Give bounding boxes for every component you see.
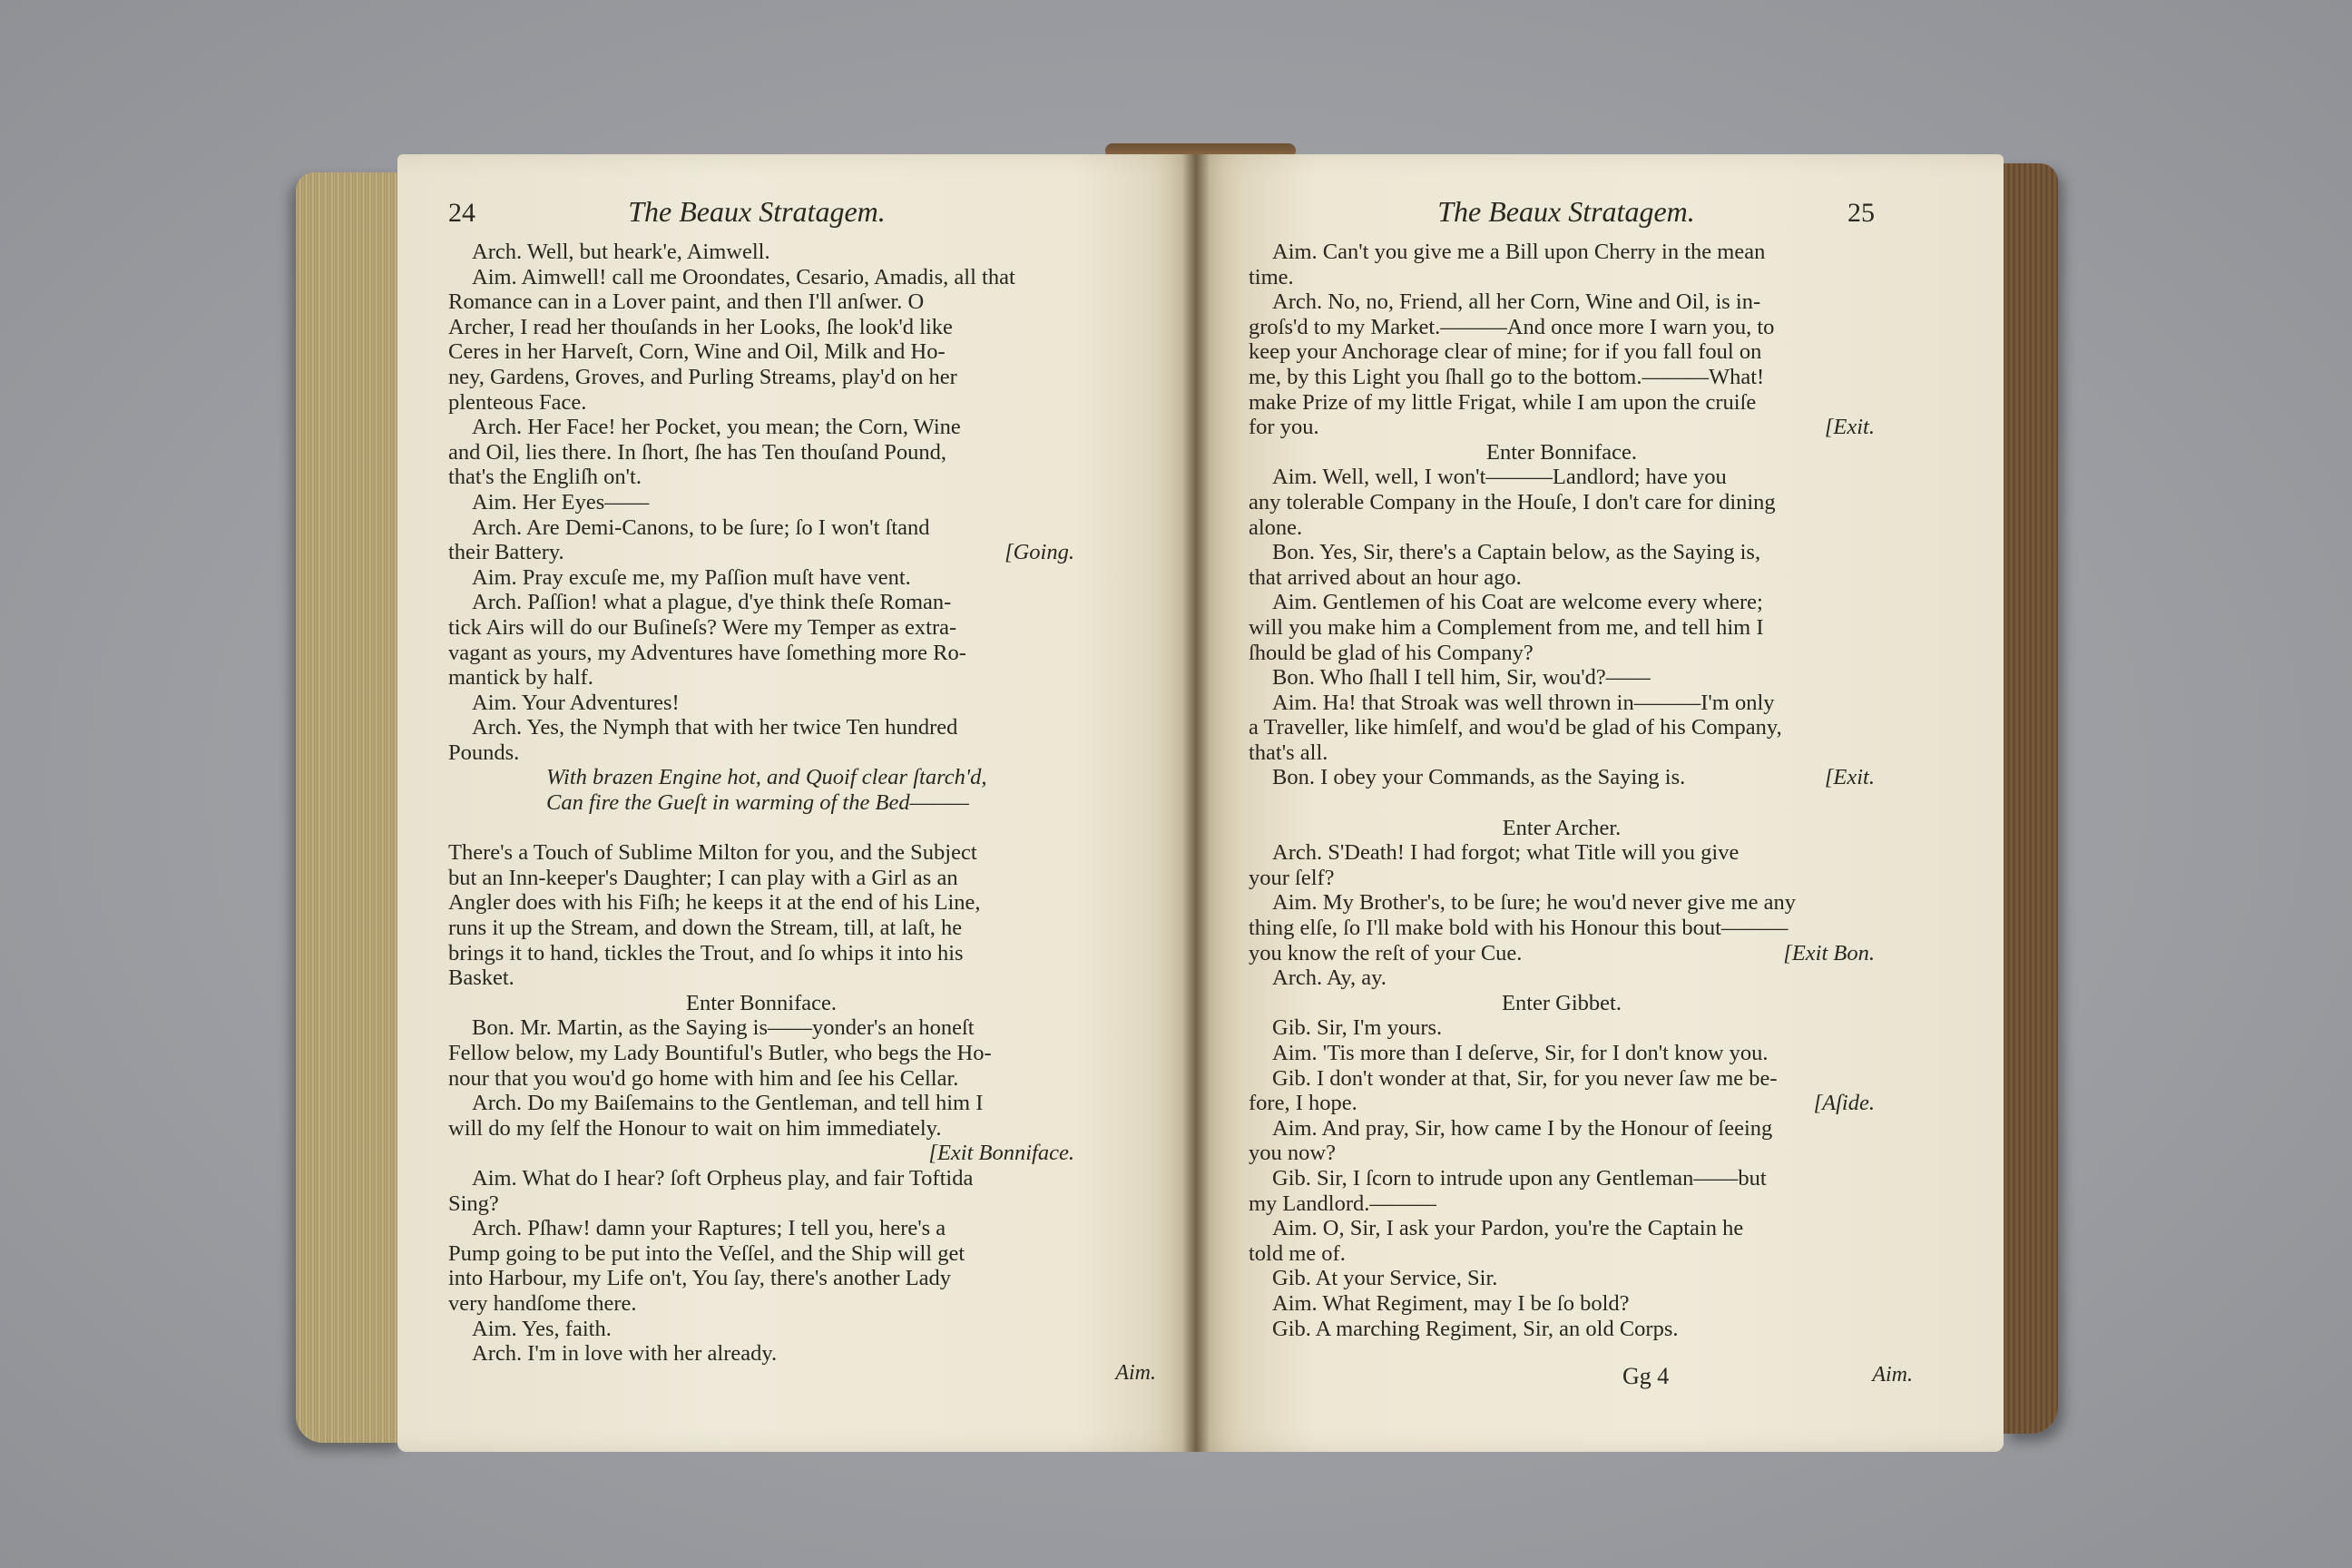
stage-direction: [Exit.	[1824, 415, 1875, 440]
text-line	[448, 790, 1074, 816]
line-text: Bon. Mr. Martin, as the Saying is——yonder's an honeſt	[472, 1015, 975, 1041]
line-text: Aim. My Brother's, to be ſure; he wou'd never give me any	[1272, 890, 1796, 916]
line-text: Angler does with his Fiſh; he keeps it at the end of his Line,	[448, 890, 981, 916]
text-line	[1249, 339, 1875, 365]
text-line	[1249, 390, 1875, 416]
text-line	[1249, 965, 1875, 991]
line-text: and Oil, lies there. In ſhort, ſhe has Ten thouſand Pound,	[448, 439, 946, 465]
line-text: Bon. Yes, Sir, there's a Captain below, as the Saying is,	[1272, 540, 1761, 565]
text-line	[1249, 1066, 1875, 1092]
left-page	[397, 154, 1196, 1452]
text-line	[448, 691, 1074, 716]
line-text: Fellow below, my Lady Bountiful's Butler, who begs the Ho-	[448, 1041, 992, 1065]
line-text: Gib. Sir, I ſcorn to intrude upon any Gentleman——but	[1272, 1165, 1767, 1191]
stage-direction: [Going.	[1004, 540, 1074, 565]
line-text: Aim. Your Adventures!	[472, 690, 680, 715]
line-text: me, by this Light you ſhall go to the bottom.———What!	[1249, 364, 1765, 389]
line-text: Arch. I'm in love with her already.	[472, 1341, 778, 1367]
line-text: Pounds.	[448, 740, 520, 765]
line-text: you know the reſt of your Cue.	[1249, 940, 1523, 965]
right-catchword: Aim.	[1872, 1363, 1913, 1387]
line-text: that arrived about an hour ago.	[1249, 564, 1522, 590]
text-line	[1249, 1116, 1875, 1142]
text-line	[1249, 515, 1875, 541]
text-line	[448, 289, 1074, 315]
text-line	[1249, 240, 1875, 265]
line-text: ſhould be glad of his Company?	[1249, 640, 1534, 665]
text-line	[1249, 941, 1875, 966]
line-text: Arch. Do my Baiſemains to the Gentleman, and tell him I	[472, 1091, 984, 1116]
line-text: Basket.	[448, 965, 514, 991]
line-text: plenteous Face.	[448, 389, 587, 415]
text-line	[1249, 790, 1875, 816]
text-line	[448, 265, 1074, 290]
line-text: Aim. 'Tis more than I deſerve, Sir, for I don't know you.	[1272, 1041, 1769, 1065]
text-line	[1249, 415, 1875, 440]
line-text: into Harbour, my Life on't, You ſay, there's another Lady	[448, 1266, 951, 1291]
stage-direction: [Aſide.	[1813, 1091, 1875, 1116]
text-line	[448, 1091, 1074, 1116]
text-line	[448, 540, 1074, 565]
line-text: time.	[1249, 264, 1294, 289]
text-line	[448, 890, 1074, 916]
line-text: Aim. Aimwell! call me Oroondates, Cesario, Amadis, all that	[472, 264, 1015, 289]
line-text: any tolerable Company in the Houſe, I don't care for dining	[1249, 489, 1776, 514]
text-line	[448, 641, 1074, 666]
text-line	[448, 1216, 1074, 1241]
line-text: mantick by half.	[448, 665, 593, 691]
text-line	[1249, 365, 1875, 390]
text-line	[448, 465, 1074, 490]
left-running-head	[448, 195, 1074, 236]
stage-direction: [Exit.	[1824, 765, 1875, 790]
right-page-number: 25	[1847, 198, 1875, 228]
text-line	[1249, 565, 1875, 591]
line-text: Arch. Pſhaw! damn your Raptures; I tell you, here's a	[472, 1216, 946, 1241]
stage-direction: [Exit Bon.	[1783, 940, 1875, 965]
line-text: Arch. No, no, Friend, all her Corn, Wine and Oil, is in-	[1272, 289, 1761, 315]
text-line	[448, 1266, 1074, 1291]
text-line	[1249, 1291, 1875, 1317]
text-line	[1249, 665, 1875, 691]
text-line	[1249, 540, 1875, 565]
line-text: Arch. S'Death! I had forgot; what Title will you give	[1272, 840, 1740, 866]
line-text: nour that you wou'd go home with him and ſee his Cellar.	[448, 1065, 959, 1091]
text-line	[448, 315, 1074, 340]
right-page	[1196, 154, 2004, 1452]
line-text: Arch. Her Face! her Pocket, you mean; the Corn, Wine	[472, 415, 961, 440]
line-text: Aim. O, Sir, I ask your Pardon, you're the Captain he	[1272, 1216, 1744, 1241]
text-line	[448, 765, 1074, 790]
text-line	[448, 615, 1074, 641]
line-text: their Battery.	[448, 540, 564, 565]
text-line	[448, 740, 1074, 766]
line-text: Aim. Pray excuſe me, my Paſſion muſt have vent.	[472, 564, 911, 590]
line-text: There's a Touch of Sublime Milton for you, and the Subject	[448, 840, 977, 866]
text-line	[448, 1066, 1074, 1092]
text-line	[1249, 1015, 1875, 1041]
text-line	[1249, 1041, 1875, 1066]
text-line	[1249, 991, 1875, 1016]
left-page-number: 24	[448, 198, 475, 228]
line-text: ney, Gardens, Groves, and Purling Streams, play'd on her	[448, 364, 957, 389]
text-line	[448, 565, 1074, 591]
line-text: alone.	[1249, 514, 1303, 540]
gutter-shadow	[1182, 154, 1210, 1452]
line-text: make Prize of my little Frigat, while I am upon the cruiſe	[1249, 389, 1757, 415]
text-line	[448, 1041, 1074, 1066]
line-text: groſs'd to my Market.———And once more I warn you, to	[1249, 314, 1775, 339]
line-text: Gib. Sir, I'm yours.	[1272, 1015, 1443, 1041]
line-text: that's the Engliſh on't.	[448, 465, 642, 490]
line-text: runs it up the Stream, and down the Stream, till, at laſt, he	[448, 916, 963, 941]
text-line	[448, 991, 1074, 1016]
text-line	[1249, 641, 1875, 666]
line-text: Aim. Yes, faith.	[472, 1316, 612, 1341]
text-line	[1249, 1191, 1875, 1217]
text-line	[1249, 289, 1875, 315]
text-line	[1249, 1317, 1875, 1342]
line-text: thing elſe, ſo I'll make bold with his Honour this bout———	[1249, 916, 1788, 941]
open-book	[289, 145, 2058, 1470]
text-line	[1249, 866, 1875, 891]
text-line	[448, 916, 1074, 941]
line-text: your ſelf?	[1249, 865, 1335, 890]
text-line	[1249, 691, 1875, 716]
text-line	[1249, 840, 1875, 866]
line-text: fore, I hope.	[1249, 1091, 1357, 1116]
line-text: keep your Anchorage clear of mine; for if you fall foul on	[1249, 339, 1762, 365]
text-line	[448, 240, 1074, 265]
text-line	[1249, 816, 1875, 841]
text-line	[1249, 890, 1875, 916]
text-line	[448, 590, 1074, 615]
text-line	[448, 715, 1074, 740]
text-line	[448, 1341, 1074, 1367]
line-text: Enter Gibbet.	[1502, 990, 1622, 1015]
text-line	[1249, 490, 1875, 515]
text-line	[448, 1141, 1074, 1166]
right-text-block	[1249, 195, 1875, 1341]
line-text: Arch. Ay, ay.	[1272, 965, 1387, 991]
text-line	[1249, 265, 1875, 290]
text-line	[448, 1241, 1074, 1267]
line-text: Enter Bonniface.	[686, 990, 837, 1015]
line-text: Gib. A marching Regiment, Sir, an old Corps.	[1272, 1316, 1679, 1341]
text-line	[448, 415, 1074, 440]
text-line	[448, 1191, 1074, 1217]
text-line	[448, 665, 1074, 691]
line-text: With brazen Engine hot, and Quoif clear ſtarch'd,	[546, 765, 987, 790]
text-line	[1249, 1141, 1875, 1166]
line-text: Bon. Who ſhall I tell him, Sir, wou'd?——	[1272, 665, 1651, 691]
line-text: Aim. Gentlemen of his Coat are welcome every where;	[1272, 590, 1763, 615]
text-line	[1249, 465, 1875, 490]
line-text: Aim. Well, well, I won't———Landlord; have you	[1272, 465, 1727, 490]
line-text: Ceres in her Harveſt, Corn, Wine and Oil, Milk and Ho-	[448, 339, 946, 365]
text-line	[1249, 1241, 1875, 1267]
line-text: Enter Archer.	[1502, 815, 1622, 840]
text-line	[448, 941, 1074, 966]
line-text: but an Inn-keeper's Daughter; I can play with a Girl as an	[448, 865, 958, 890]
line-text: Aim. Her Eyes——	[472, 489, 650, 514]
text-line	[448, 490, 1074, 515]
line-text: brings it to hand, tickles the Trout, and ſo whips it into his	[448, 940, 964, 965]
right-running-head	[1249, 195, 1875, 236]
line-text: will you make him a Complement from me, and tell him I	[1249, 614, 1764, 640]
line-text: Enter Bonniface.	[1486, 439, 1637, 465]
text-line	[1249, 916, 1875, 941]
text-line	[448, 965, 1074, 991]
line-text: Pump going to be put into the Veſſel, and the Ship will get	[448, 1240, 965, 1266]
text-line	[1249, 315, 1875, 340]
line-text: Aim. Ha! that Stroak was well thrown in———I'm only	[1272, 690, 1775, 715]
text-line	[1249, 740, 1875, 766]
text-line	[1249, 715, 1875, 740]
line-text: Gib. At your Service, Sir.	[1272, 1266, 1498, 1291]
left-body-text	[448, 240, 1074, 1367]
left-running-title: The Beaux Stratagem.	[628, 195, 886, 228]
line-text: Arch. Well, but heark'e, Aimwell.	[472, 240, 770, 264]
line-text: Bon. I obey your Commands, as the Saying is.	[1272, 765, 1686, 790]
text-line	[448, 365, 1074, 390]
stage-direction: [Exit Bonniface.	[928, 1141, 1074, 1166]
line-text: very handſome there.	[448, 1290, 637, 1316]
line-text: that's all.	[1249, 740, 1328, 765]
line-text: Sing?	[448, 1191, 499, 1216]
line-text: Arch. Are Demi-Canons, to be ſure; ſo I won't ſtand	[472, 514, 930, 540]
text-line	[1249, 1166, 1875, 1191]
text-line	[1249, 1216, 1875, 1241]
text-line	[448, 816, 1074, 841]
text-line	[448, 515, 1074, 541]
text-line	[448, 390, 1074, 416]
text-line	[448, 1166, 1074, 1191]
line-text: Arch. Paſſion! what a plague, d'ye think theſe Roman-	[472, 590, 952, 615]
text-line	[1249, 615, 1875, 641]
line-text: tick Airs will do our Buſineſs? Were my Temper as extra-	[448, 614, 957, 640]
line-text: Aim. What Regiment, may I be ſo bold?	[1272, 1290, 1630, 1316]
text-line	[1249, 590, 1875, 615]
line-text: you now?	[1249, 1141, 1336, 1166]
line-text: Arch. Yes, the Nymph that with her twice Ten hundred	[472, 715, 958, 740]
text-line	[448, 866, 1074, 891]
text-line	[448, 1116, 1074, 1142]
line-text: vagant as yours, my Adventures have ſomething more Ro-	[448, 640, 966, 665]
line-text: Can fire the Gueſt in warming of the Bed———	[546, 790, 969, 816]
text-line	[448, 339, 1074, 365]
right-body-text	[1249, 240, 1875, 1341]
line-text: told me of.	[1249, 1240, 1346, 1266]
text-line	[448, 1317, 1074, 1342]
line-text: Aim. Can't you give me a Bill upon Cherry in the mean	[1272, 240, 1766, 264]
left-catchword: Aim.	[1115, 1361, 1156, 1385]
text-line	[1249, 1266, 1875, 1291]
text-line	[448, 840, 1074, 866]
text-line	[448, 440, 1074, 466]
text-line	[448, 1291, 1074, 1317]
left-page-edges	[296, 172, 405, 1443]
line-text: will do my ſelf the Honour to wait on him immediately.	[448, 1115, 942, 1141]
line-text: Aim. And pray, Sir, how came I by the Honour of ſeeing	[1272, 1115, 1773, 1141]
line-text: for you.	[1249, 415, 1319, 440]
text-line	[448, 1015, 1074, 1041]
line-text: Romance can in a Lover paint, and then I'll anſwer. O	[448, 289, 925, 315]
right-page-edges	[2004, 163, 2058, 1434]
line-text: my Landlord.———	[1249, 1191, 1436, 1216]
text-line	[1249, 440, 1875, 466]
line-text: a Traveller, like himſelf, and wou'd be glad of his Company,	[1249, 715, 1782, 740]
right-running-title: The Beaux Stratagem.	[1437, 195, 1695, 228]
line-text: Aim. What do I hear? ſoft Orpheus play, and fair Toftida	[472, 1165, 974, 1191]
text-line	[1249, 765, 1875, 790]
line-text: Gib. I don't wonder at that, Sir, for you never ſaw me be-	[1272, 1065, 1778, 1091]
signature-mark: Gg 4	[1622, 1363, 1670, 1389]
line-text: Archer, I read her thouſands in her Looks, ſhe look'd like	[448, 314, 953, 339]
text-line	[1249, 1091, 1875, 1116]
left-text-block	[448, 195, 1074, 1367]
